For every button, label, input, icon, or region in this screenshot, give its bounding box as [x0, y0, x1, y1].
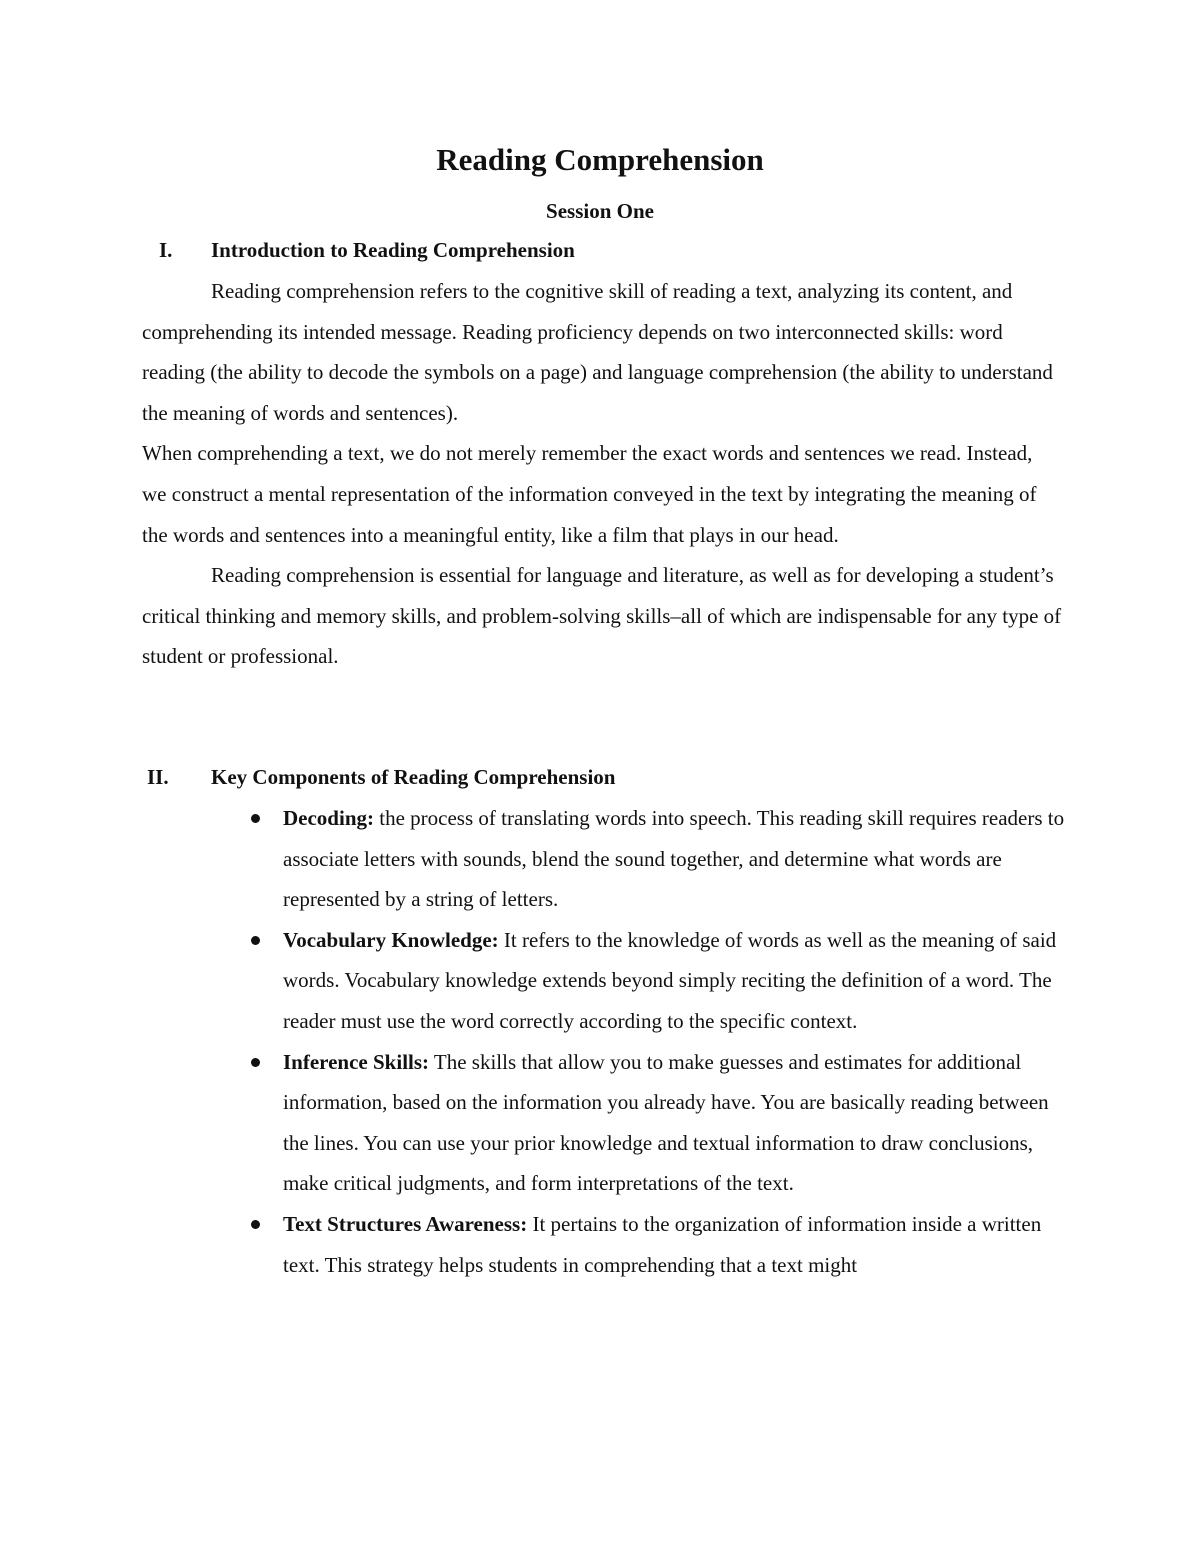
document-subtitle: Session One — [546, 199, 654, 223]
list-item — [245, 1042, 1065, 1204]
section-heading-1 — [142, 235, 575, 265]
paragraph-3: Reading comprehension is essential for language and literature, as well as for developing a student’s critical thinking and memory skills, and problem-solving skills–all of which are indispensable for any type of student or professional. — [142, 563, 1062, 669]
list-item-term: Decoding: — [283, 806, 374, 830]
section-1-body — [142, 271, 1062, 677]
list-item — [245, 920, 1065, 1042]
list-item-term: Inference Skills: — [283, 1049, 430, 1074]
list-item — [245, 1204, 1065, 1285]
list-item-text: The skills that allow you to make guesses and estimates for additional information, based on the information you already have. You are basically reading between the lines. You can use your prior knowledge and textual information to draw conclusions, make critical judgments, and form interpretations of the text. — [283, 1049, 1049, 1196]
section-title-2: Key Components of Reading Comprehension — [211, 765, 616, 789]
list-item-term: Text Structures Awareness: — [283, 1211, 528, 1236]
section-number-1: I. — [159, 238, 173, 262]
bullet-icon — [251, 1220, 260, 1229]
list-item-text: It pertains to the organization of information inside a written text. This strategy helps students in comprehending that a text might — [283, 1211, 1042, 1277]
list-item-text: It refers to the knowledge of words as well as the meaning of said words. Vocabulary knowledge extends beyond simply reciting the definition of a word. The reader must use the word correctly according to the specific context. — [283, 927, 1057, 1033]
section-heading-2 — [142, 762, 615, 792]
document-title: Reading Comprehension — [436, 142, 764, 177]
paragraph-2: When comprehending a text, we do not merely remember the exact words and sentences we read. Instead, we construct a mental representation of the information conveyed in the text by integrating the meaning of the words and sentences into a meaningful entity, like a film that plays in our head. — [142, 441, 1037, 547]
components-list — [245, 798, 1065, 1285]
list-item-text: the process of translating words into speech. This reading skill requires readers to associate letters with sounds, blend the sound together, and determine what words are represented by a string of letters. — [283, 806, 1065, 912]
bullet-icon — [251, 814, 260, 823]
paragraph-1: Reading comprehension refers to the cognitive skill of reading a text, analyzing its content, and comprehending its intended message. Reading proficiency depends on two interconnected skills: word reading (the ability to decode the symbols on a page) and language comprehension (the ability to understand the meaning of words and sentences). — [142, 279, 1053, 425]
list-item — [245, 798, 1065, 920]
bullet-icon — [251, 936, 260, 945]
section-title-1: Introduction to Reading Comprehension — [211, 238, 575, 262]
section-number-2: II. — [147, 765, 169, 789]
list-item-term: Vocabulary Knowledge: — [283, 927, 499, 952]
bullet-icon — [251, 1058, 260, 1067]
